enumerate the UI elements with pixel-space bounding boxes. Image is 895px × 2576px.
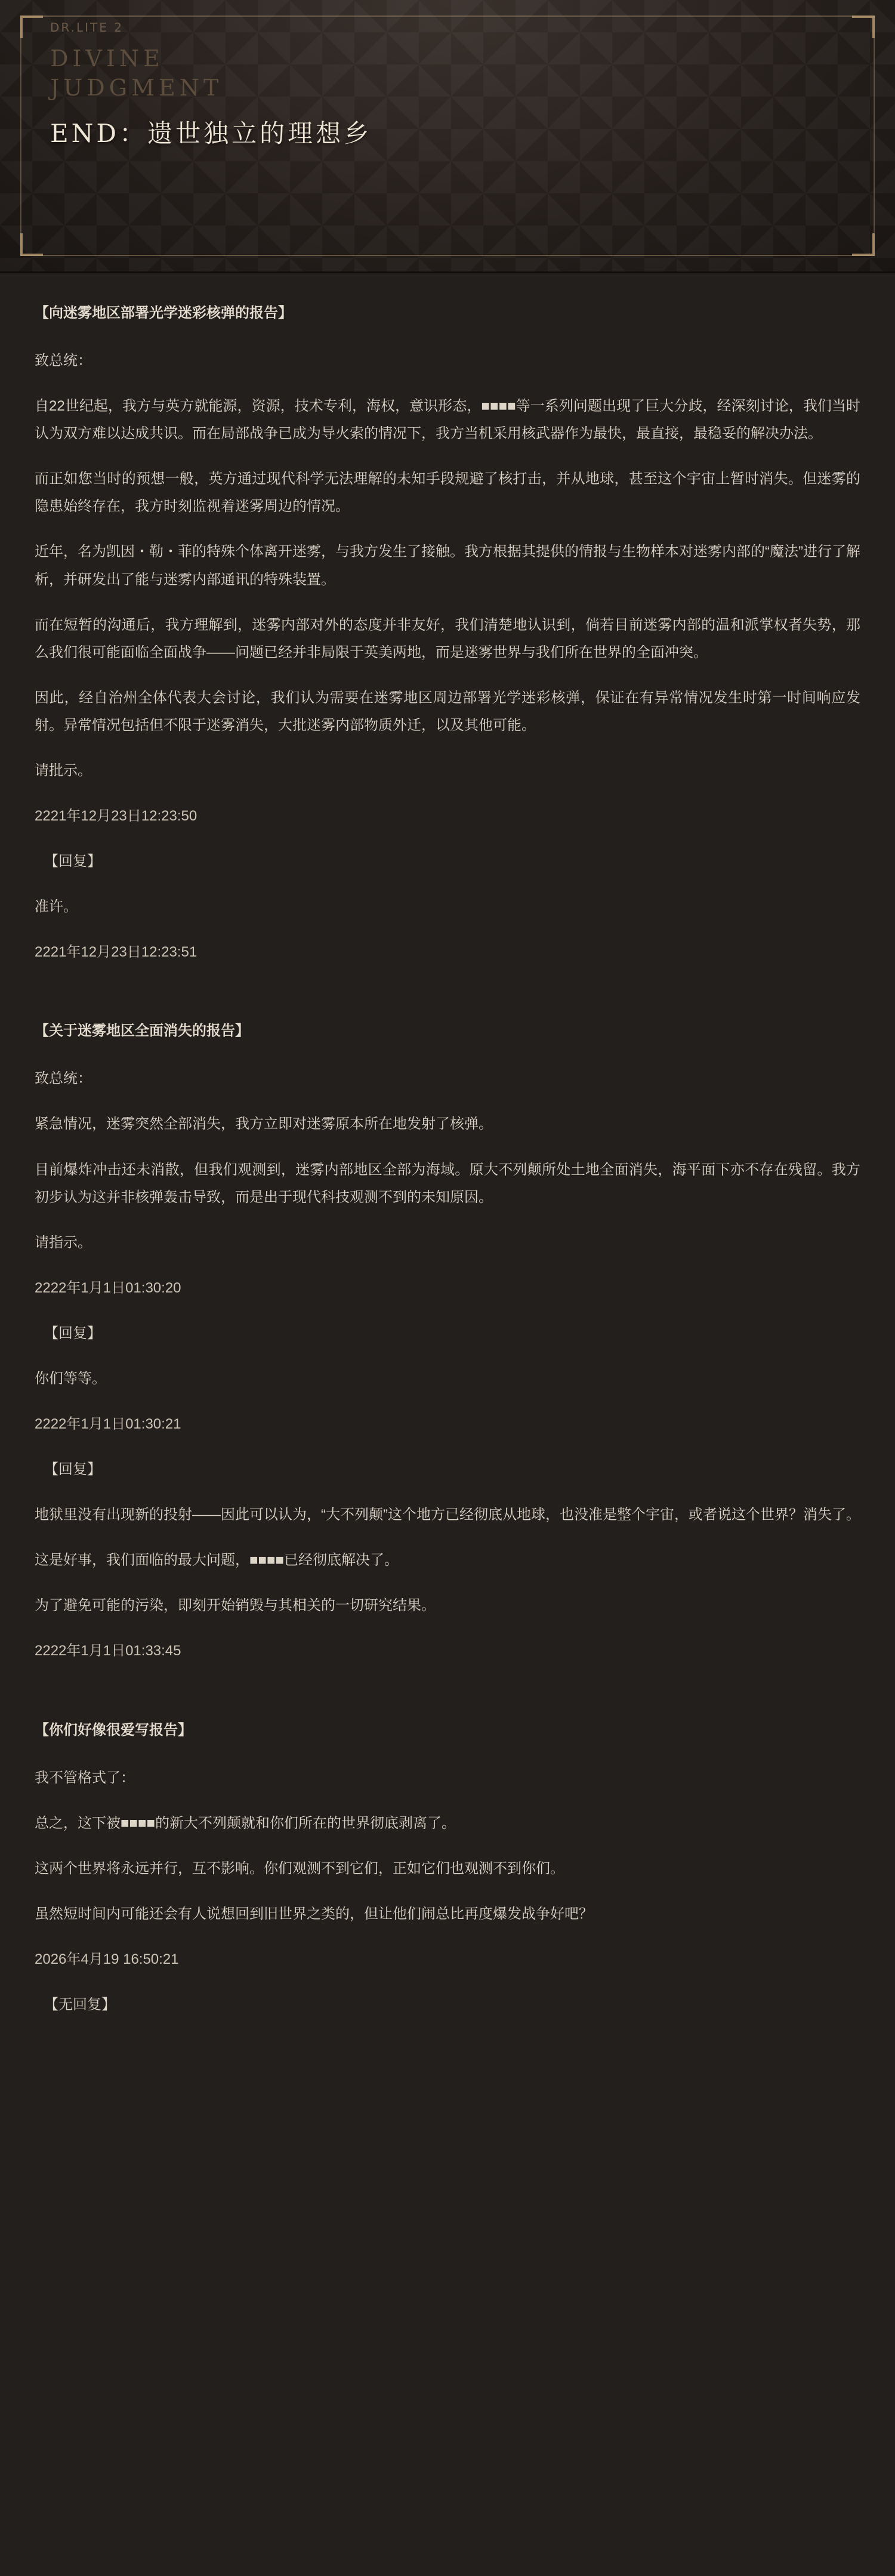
report-section xyxy=(35,300,860,966)
report-title: 【关于迷雾地区全面消失的报告】 xyxy=(35,1023,249,1039)
report-timestamp: 2221年12月23日12:23:51 xyxy=(35,944,197,961)
banner-subtitle-line-2: JUDGMENT xyxy=(50,74,223,101)
report-paragraph: 请指示。 xyxy=(35,1234,92,1251)
report-paragraph: 你们等等。 xyxy=(35,1370,106,1387)
report-section xyxy=(35,1017,860,1665)
banner-subtitle-line-1: DIVINE xyxy=(50,45,164,72)
report-paragraph: 为了避免可能的污染，即刻开始销毁与其相关的一切研究结果。 xyxy=(35,1597,436,1614)
report-paragraph: 虽然短时间内可能还会有人说想回到旧世界之类的，但让他们闹总比再度爆发战争好吧？ xyxy=(35,1905,593,1922)
report-timestamp: 2026年4月19 16:50:21 xyxy=(35,1951,179,1967)
report-title: 【向迷雾地区部署光学迷彩核弹的报告】 xyxy=(35,305,292,321)
banner-kicker: DR.LITE 2 xyxy=(50,20,124,35)
report-paragraph: 这两个世界将永远并行，互不影响。你们观测不到它们，正如它们也观测不到你们。 xyxy=(35,1860,564,1877)
report-paragraph: 致总统： xyxy=(35,1070,92,1087)
report-paragraph: 地狱里没有出现新的投射——因此可以认为，“大不列颠”这个地方已经彻底从地球，也没准是整个宇宙，或者说这个世界？消失了。 xyxy=(35,1507,860,1523)
reply-tag: 【回复】 xyxy=(44,1325,101,1341)
title-banner xyxy=(0,0,895,273)
frame-corner-top-right-icon xyxy=(852,16,875,38)
report-paragraph: 目前爆炸冲击还未消散，但我们观测到，迷雾内部地区全部为海域。原大不列颠所处土地全面消失，海平面下亦不存在残留。我方初步认为这并非核弹轰击导致，而是出于现代科技观测不到的未知原因。 xyxy=(35,1161,860,1205)
report-paragraph: 近年，名为凯因・勒・菲的特殊个体离开迷雾，与我方发生了接触。我方根据其提供的情报与生物样本对迷雾内部的“魔法”进行了解析，并研发出了能与迷雾内部通讯的特殊装置。 xyxy=(35,544,860,588)
report-list xyxy=(0,273,895,2084)
frame-corner-top-left-icon xyxy=(20,16,43,38)
report-paragraph: 致总统： xyxy=(35,353,92,369)
reply-tag: 【回复】 xyxy=(44,853,101,870)
report-paragraph: 准许。 xyxy=(35,899,78,915)
report-paragraph: 而正如您当时的预想一般，英方通过现代科学无法理解的未知手段规避了核打击，并从地球，甚至这个宇宙上暂时消失。但迷雾的隐患始终存在，我方时刻监视着迷雾周边的情况。 xyxy=(35,471,860,515)
report-section xyxy=(35,1717,860,2019)
frame-corner-bottom-right-icon xyxy=(852,233,875,256)
report-paragraph: 这是好事，我们面临的最大问题，■■■■已经彻底解决了。 xyxy=(35,1552,399,1569)
report-timestamp: 2222年1月1日01:30:21 xyxy=(35,1416,181,1433)
report-timestamp: 2221年12月23日12:23:50 xyxy=(35,808,197,825)
frame-corner-bottom-left-icon xyxy=(20,233,43,256)
report-title: 【你们好像很爱写报告】 xyxy=(35,1722,192,1738)
report-paragraph: 而在短暂的沟通后，我方理解到，迷雾内部对外的态度并非友好，我们清楚地认识到，倘若目前迷雾内部的温和派掌权者失势，那么我们很可能面临全面战争——问题已经并非局限于英美两地，而是迷雾世界与我们所在世界的全面冲突。 xyxy=(35,616,860,661)
report-paragraph: 总之，这下被■■■■的新大不列颠就和你们所在的世界彻底剥离了。 xyxy=(35,1815,456,1831)
banner-text-group xyxy=(50,20,845,150)
report-paragraph: 自22世纪起，我方与英方就能源，资源，技术专利，海权，意识形态，■■■■等一系列问题出现了巨大分歧，经深刻讨论，我们当时认为双方难以达成共识。而在局部战争已成为导火索的情况下，我方当机采用核武器作为最快，最直接，最稳妥的解决办法。 xyxy=(35,398,860,442)
no-reply-tag: 【无回复】 xyxy=(44,1996,116,2013)
report-paragraph: 我不管格式了： xyxy=(35,1769,135,1786)
report-paragraph: 紧急情况，迷雾突然全部消失，我方立即对迷雾原本所在地发射了核弹。 xyxy=(35,1116,493,1133)
report-paragraph: 因此，经自治州全体代表大会讨论，我们认为需要在迷雾地区周边部署光学迷彩核弹，保证在有异常情况发生时第一时间响应发射。异常情况包括但不限于迷雾消失，大批迷雾内部物质外迁，以及其他可能。 xyxy=(35,689,860,733)
report-timestamp: 2222年1月1日01:33:45 xyxy=(35,1643,181,1659)
page-title: END：遗世独立的理想乡 xyxy=(50,119,372,149)
reply-tag: 【回复】 xyxy=(44,1461,101,1478)
report-paragraph: 请批示。 xyxy=(35,762,92,779)
report-timestamp: 2222年1月1日01:30:20 xyxy=(35,1279,181,1296)
